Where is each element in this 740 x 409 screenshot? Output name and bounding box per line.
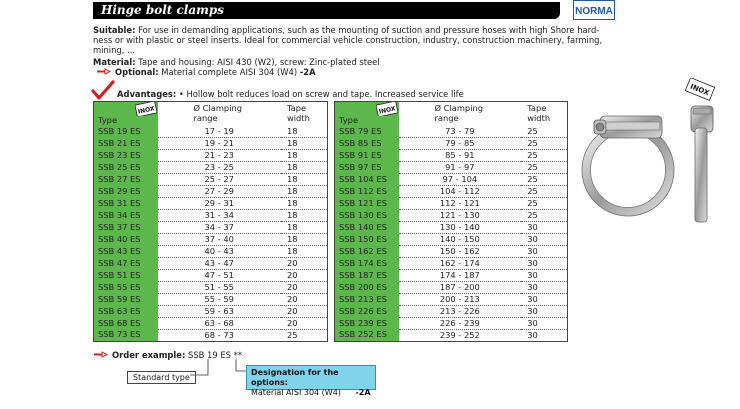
type-cell: SSB 121 ES [335, 197, 399, 209]
standard-type-box [127, 371, 196, 384]
range-header-line2: range [434, 113, 459, 123]
table-row [94, 317, 328, 329]
table-row [94, 209, 328, 221]
table-row [335, 126, 568, 138]
suitable-line3: mining, ... [93, 45, 136, 55]
table-row [335, 293, 568, 305]
clamping-range-cell: 17 - 19 [158, 126, 281, 138]
tape-width-cell: 20 [281, 257, 328, 269]
clamping-range-cell: 40 - 43 [158, 245, 281, 257]
clamping-range-cell: 51 - 55 [158, 281, 281, 293]
designation-text: Material AISI 304 (W4) [251, 388, 341, 397]
table-body-left [94, 126, 328, 342]
clamp-photo-front [578, 100, 681, 230]
tape-width-cell: 25 [521, 185, 567, 197]
table-row [94, 257, 328, 269]
tape-width-cell: 18 [281, 233, 328, 245]
clamping-range-cell: 112 - 121 [399, 197, 522, 209]
type-cell: SSB 37 ES [94, 221, 158, 233]
type-cell: SSB 79 ES [335, 126, 399, 138]
tape-width-cell: 18 [281, 209, 328, 221]
type-cell: SSB 130 ES [335, 209, 399, 221]
tape-width-cell: 30 [521, 257, 567, 269]
range-header-line1: Ø Clamping [193, 103, 243, 113]
range-header [158, 102, 281, 126]
table-row [335, 281, 568, 293]
tape-width-cell: 18 [281, 185, 328, 197]
inox-badge-icon [376, 102, 398, 116]
clamping-range-cell: 239 - 252 [439, 329, 480, 340]
clamping-range-cell: 47 - 51 [158, 269, 281, 281]
advantages-line [117, 89, 464, 99]
table-row [335, 137, 568, 149]
designation-line [251, 388, 371, 398]
table-row [94, 293, 328, 305]
clamp-photo-side [683, 78, 735, 226]
table-row [94, 137, 328, 149]
type-cell: SSB 21 ES [94, 137, 158, 149]
type-cell: SSB 187 ES [335, 269, 399, 281]
tape-width-cell: 18 [281, 197, 328, 209]
range-header [399, 102, 522, 126]
clamps-table-right [334, 101, 568, 342]
pointing-hand-icon [97, 67, 111, 76]
order-suffix: ** [233, 350, 243, 360]
type-cell: SSB 55 ES [94, 281, 158, 293]
type-cell: SSB 59 ES [94, 293, 158, 305]
table-row [94, 233, 328, 245]
width-header-line1: Tape [527, 103, 547, 113]
suitable-label: Suitable: [93, 25, 136, 35]
tape-width-cell: 30 [521, 305, 567, 317]
tape-width-cell: 25 [521, 126, 567, 138]
logo-text: NORMA [575, 6, 613, 17]
tape-width-cell: 30 [521, 281, 567, 293]
table-row [94, 269, 328, 281]
inox-badge-text: INOX [377, 105, 396, 116]
optional-code: -2A [299, 67, 316, 77]
order-label: Order example: [112, 350, 186, 360]
table-row [94, 329, 328, 341]
table-row [94, 305, 328, 317]
type-cell: SSB 31 ES [94, 197, 158, 209]
width-header [281, 102, 328, 126]
clamping-range-cell: 104 - 112 [399, 185, 522, 197]
type-cell: SSB 104 ES [335, 173, 399, 185]
tape-width-cell: 25 [521, 161, 567, 173]
optional-label: Optional: [115, 67, 159, 77]
type-cell: SSB 174 ES [335, 257, 399, 269]
clamping-range-cell: 43 - 47 [158, 257, 281, 269]
material-label: Material: [93, 57, 136, 67]
table-body-right [335, 126, 568, 342]
type-cell: SSB 68 ES [94, 317, 158, 329]
table-row [94, 173, 328, 185]
clamping-range-cell: 85 - 91 [399, 149, 522, 161]
pointing-hand-icon [94, 350, 108, 359]
clamping-range-cell: 37 - 40 [158, 233, 281, 245]
tape-width-cell: 30 [521, 293, 567, 305]
table-row [335, 161, 568, 173]
tape-width-cell: 25 [286, 329, 298, 340]
tape-width-cell: 30 [521, 233, 567, 245]
table-row [94, 221, 328, 233]
type-cell: SSB 63 ES [94, 305, 158, 317]
table-row [94, 126, 328, 138]
type-cell: SSB 40 ES [94, 233, 158, 245]
type-cell: SSB 85 ES [335, 137, 399, 149]
tape-width-cell: 18 [281, 245, 328, 257]
tape-width-cell: 18 [281, 126, 328, 138]
tape-width-cell: 20 [281, 293, 328, 305]
norma-logo [573, 0, 615, 20]
type-cell: SSB 213 ES [335, 293, 399, 305]
clamping-range-cell: 34 - 37 [158, 221, 281, 233]
type-cell: SSB 47 ES [94, 257, 158, 269]
clamping-range-cell: 27 - 29 [158, 185, 281, 197]
range-header-line1: Ø Clamping [434, 103, 484, 113]
table-row [335, 149, 568, 161]
table-row [335, 317, 568, 329]
table-row [94, 185, 328, 197]
range-header-line2: range [193, 113, 218, 123]
table-row [335, 257, 568, 269]
material-text: Tape and housing: AISI 430 (W2), screw: Zinc-plated steel [138, 57, 380, 67]
width-header-line1: Tape [286, 103, 307, 113]
clamping-range-cell: 55 - 59 [158, 293, 281, 305]
type-cell: SSB 226 ES [335, 305, 399, 317]
type-cell: SSB 43 ES [94, 245, 158, 257]
tape-width-cell: 18 [281, 173, 328, 185]
table-header-row [335, 102, 568, 126]
tape-width-cell: 30 [521, 245, 567, 257]
tape-width-cell: 25 [521, 209, 567, 221]
table-row [94, 197, 328, 209]
tape-width-cell: 30 [521, 269, 567, 281]
clamping-range-cell: 187 - 200 [399, 281, 522, 293]
table-row [94, 161, 328, 173]
clamping-range-cell: 73 - 79 [399, 126, 522, 138]
tape-width-cell: 25 [521, 173, 567, 185]
clamping-range-cell: 19 - 21 [158, 137, 281, 149]
table-row [335, 245, 568, 257]
page-title: Hinge bolt clamps [101, 3, 224, 17]
tape-width-cell: 30 [521, 221, 567, 233]
table-row [335, 209, 568, 221]
width-header [521, 102, 567, 126]
type-cell: SSB 23 ES [94, 149, 158, 161]
order-value: SSB 19 ES [188, 350, 231, 360]
clamping-range-cell: 130 - 140 [399, 221, 522, 233]
type-cell: SSB 25 ES [94, 161, 158, 173]
clamping-range-cell: 174 - 187 [399, 269, 522, 281]
type-cell: SSB 200 ES [335, 281, 399, 293]
clamps-table-left [93, 101, 328, 342]
tape-width-cell: 20 [281, 305, 328, 317]
inox-badge-text: INOX [136, 105, 155, 116]
width-header-line2: width [286, 113, 310, 123]
clamping-range-cell: 200 - 213 [399, 293, 522, 305]
type-cell: SSB 97 ES [335, 161, 399, 173]
standard-type-label: Standard type [133, 373, 190, 382]
type-cell: SSB 51 ES [94, 269, 158, 281]
tape-width-cell: 25 [521, 137, 567, 149]
suitable-line1: For use in demanding applications, such as the mounting of suction and pressure hoses with high Shore hard- [138, 25, 600, 35]
designation-title: Designation for the options: [251, 368, 339, 387]
clamping-range-cell: 140 - 150 [399, 233, 522, 245]
check-mark-icon [91, 80, 115, 100]
material-line [93, 57, 380, 67]
clamping-range-cell: 121 - 130 [399, 209, 522, 221]
table-row [335, 173, 568, 185]
clamping-range-cell: 68 - 73 [204, 329, 234, 340]
suitable-line2: ness or with plastic or steel inserts. Ideal for commercial vehicle construction, industry, construction machinery, farming, [93, 35, 603, 45]
clamping-range-cell: 150 - 162 [399, 245, 522, 257]
table-header-row [94, 102, 328, 126]
photo-inox-badge-text: INOX [689, 82, 711, 98]
clamping-range-cell: 213 - 226 [399, 305, 522, 317]
type-cell: SSB 239 ES [335, 317, 399, 329]
tape-width-cell: 20 [281, 281, 328, 293]
clamping-range-cell: 31 - 34 [158, 209, 281, 221]
type-header-label: Type [339, 114, 359, 125]
type-cell: SSB 29 ES [94, 185, 158, 197]
clamping-range-cell: 63 - 68 [158, 317, 281, 329]
tape-width-cell: 18 [281, 221, 328, 233]
clamping-range-cell: 226 - 239 [399, 317, 522, 329]
tape-width-cell: 25 [521, 149, 567, 161]
type-cell: SSB 19 ES [94, 126, 158, 138]
type-cell: SSB 91 ES [335, 149, 399, 161]
suitable-paragraph [93, 25, 613, 55]
tape-width-cell: 25 [521, 197, 567, 209]
table-row [335, 185, 568, 197]
type-header-label: Type [98, 114, 118, 125]
table-row [94, 281, 328, 293]
table-row [335, 221, 568, 233]
tape-width-cell: 18 [281, 161, 328, 173]
width-header-line2: width [527, 113, 551, 123]
advantages-label: Advantages: [117, 89, 177, 99]
type-cell: SSB 112 ES [335, 185, 399, 197]
table-row [335, 197, 568, 209]
clamping-range-cell: 59 - 63 [158, 305, 281, 317]
type-header [94, 102, 158, 126]
tape-width-cell: 20 [281, 269, 328, 281]
clamping-range-cell: 25 - 27 [158, 173, 281, 185]
tape-width-cell: 30 [521, 317, 567, 329]
title-bar [93, 2, 560, 19]
type-cell: SSB 252 ES [335, 329, 399, 341]
table-row [335, 305, 568, 317]
clamping-range-cell: 79 - 85 [399, 137, 522, 149]
designation-box [246, 365, 376, 397]
clamping-range-cell: 23 - 25 [158, 161, 281, 173]
advantages-text: • Hollow bolt reduces load on screw and tape. Increased service life [178, 89, 464, 99]
clamping-range-cell: 21 - 23 [158, 149, 281, 161]
type-cell: SSB 34 ES [94, 209, 158, 221]
clamping-range-cell: 162 - 174 [399, 257, 522, 269]
optional-text: Material complete AISI 304 (W4) [161, 67, 298, 77]
table-row [94, 149, 328, 161]
type-cell: SSB 162 ES [335, 245, 399, 257]
table-row [335, 329, 568, 341]
type-cell: SSB 73 ES [94, 329, 158, 341]
tape-width-cell: 18 [281, 149, 328, 161]
inox-badge-icon [135, 102, 157, 116]
clamping-range-cell: 29 - 31 [158, 197, 281, 209]
type-cell: SSB 150 ES [335, 233, 399, 245]
tape-width-cell: 20 [281, 317, 328, 329]
optional-line [97, 67, 316, 77]
type-cell: SSB 140 ES [335, 221, 399, 233]
clamping-range-cell: 91 - 97 [399, 161, 522, 173]
table-row [335, 269, 568, 281]
type-cell: SSB 27 ES [94, 173, 158, 185]
clamping-range-cell: 97 - 104 [399, 173, 522, 185]
designation-code: -2A [355, 388, 371, 397]
table-row [94, 245, 328, 257]
table-row [335, 233, 568, 245]
type-header [335, 102, 399, 126]
tape-width-cell: 18 [281, 137, 328, 149]
tape-width-cell: 30 [527, 329, 538, 340]
